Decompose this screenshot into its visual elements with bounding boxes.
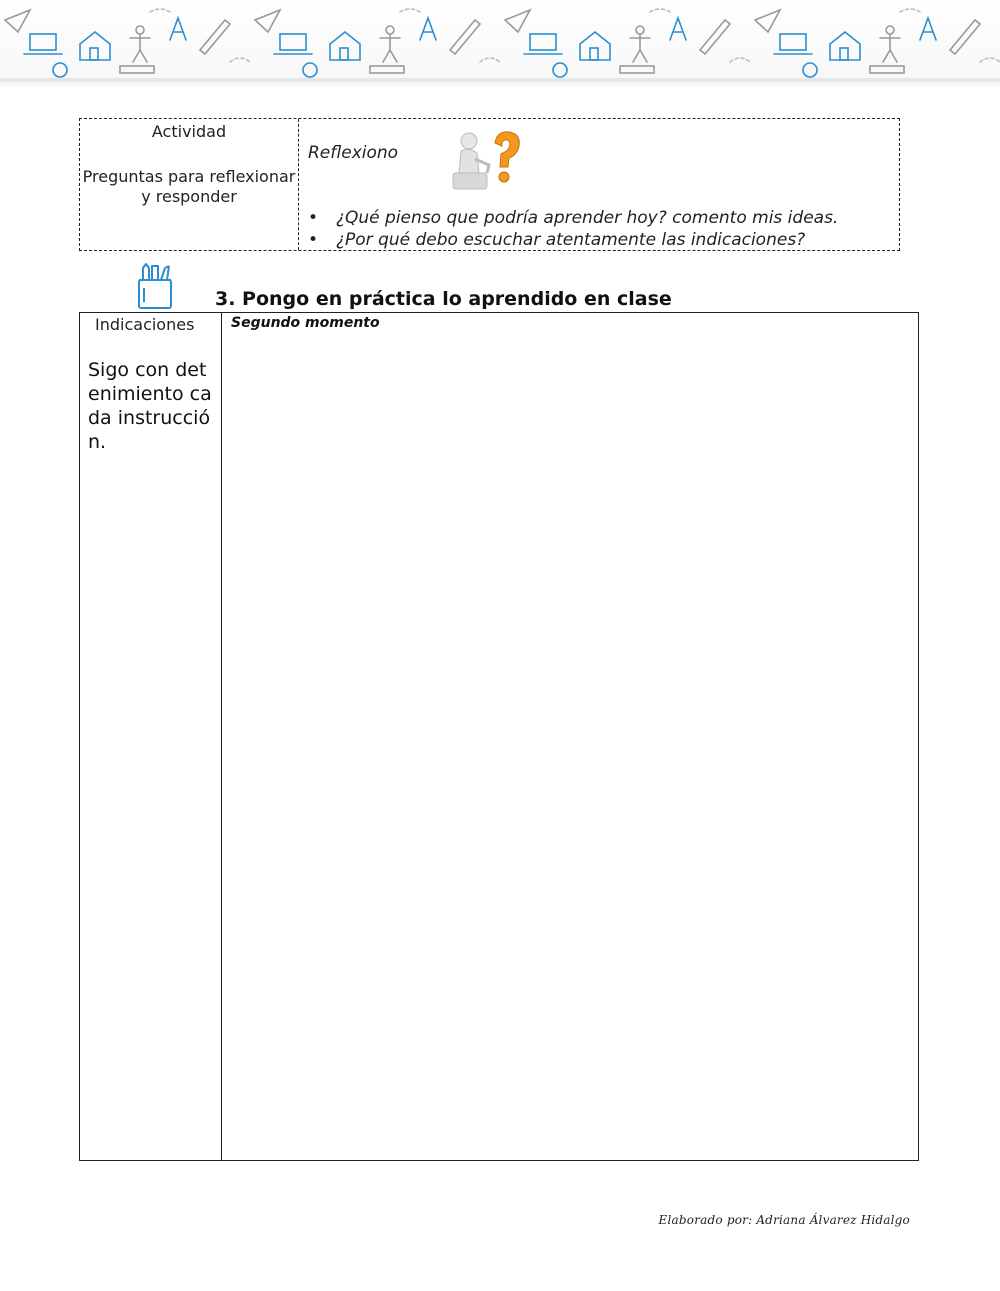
activity-sublabel: Preguntas para reflexionar y responder bbox=[82, 167, 296, 206]
pencil-cup-icon bbox=[134, 262, 176, 310]
header-banner bbox=[0, 0, 1000, 82]
instructions-table bbox=[79, 312, 919, 1161]
instructions-cell bbox=[80, 313, 222, 1160]
question-item: • ¿Por qué debo escuchar atentamente las indicaciones? bbox=[308, 229, 838, 251]
work-area-header: Segundo momento bbox=[231, 315, 380, 331]
question-list bbox=[308, 207, 838, 251]
question-item: • ¿Qué pienso que podría aprender hoy? comento mis ideas. bbox=[308, 207, 838, 229]
activity-table bbox=[79, 118, 900, 251]
work-area-cell[interactable] bbox=[222, 313, 918, 1160]
banner-shadow bbox=[0, 78, 1000, 88]
section-title: 3. Pongo en práctica lo aprendido en clase bbox=[215, 288, 672, 310]
instructions-text: Sigo con detenimiento cada instrucción. bbox=[88, 359, 212, 453]
instructions-header: Indicaciones bbox=[95, 315, 195, 334]
activity-label-cell bbox=[80, 119, 299, 250]
thinking-figure-question-icon bbox=[451, 129, 523, 191]
activity-heading: Reflexiono bbox=[308, 143, 399, 163]
school-doodle-pattern bbox=[0, 0, 1000, 82]
activity-content-cell bbox=[299, 119, 899, 250]
author-credit: Elaborado por: Adriana Álvarez Hidalgo bbox=[658, 1213, 910, 1227]
activity-label: Actividad bbox=[151, 122, 227, 141]
